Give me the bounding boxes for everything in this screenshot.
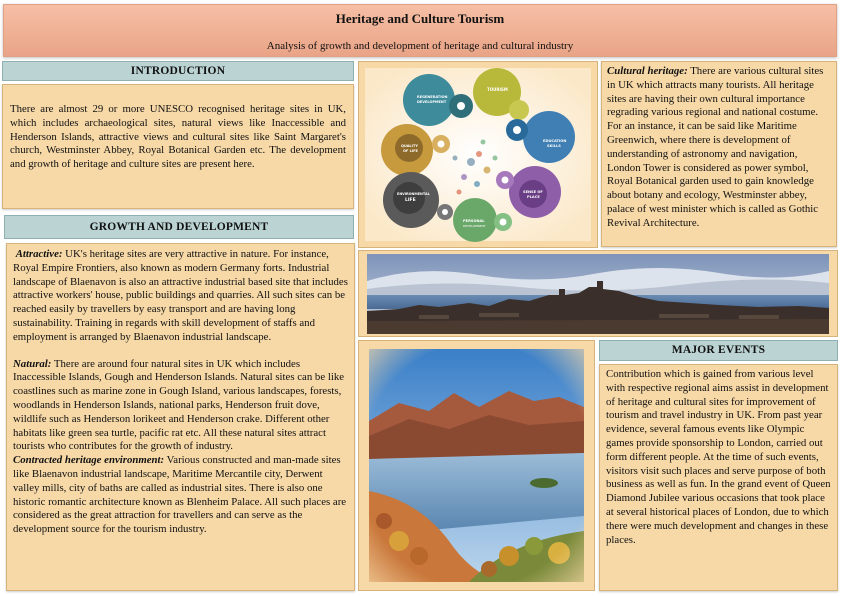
page-header xyxy=(3,4,837,57)
heritage-infographic xyxy=(359,62,597,247)
attractive-label: Attractive: xyxy=(15,248,63,260)
attractive-text: UK's heritage sites are very attractive in nature. For instance, Royal Empire Frontiers, also known as modern Germany forts. Industrial landscape of Blaenavon is also an attractive industrial based site that includes attractive workers' house, public buildings and quarries. All such sites can be reached easily by travellers by easy transport and are having long sustainability. Training in regards with skill development of staffs and employment is arranged by Blaenavon industrial landscape. xyxy=(13,248,348,343)
page-subtitle: Analysis of growth and development of heritage and cultural industry xyxy=(266,40,574,52)
svg-text:LIFE: LIFE xyxy=(405,198,416,203)
growth-box xyxy=(6,243,355,591)
svg-text:PERSONAL: PERSONAL xyxy=(463,219,485,223)
cultural-label: Cultural heritage: xyxy=(607,65,688,77)
castle-photo-frame xyxy=(358,250,838,337)
cultural-box xyxy=(601,61,837,247)
svg-text:SKILLS: SKILLS xyxy=(547,144,561,148)
natural-label: Natural: xyxy=(13,357,52,370)
natural-text: There are around four natural sites in UK which includes Inaccessible Islands, Gough and Henderson Islands. Natural sites can be like coastlines such as marine zone in Gough Island, various landscapes, forests, woodlands in Henderson Islands, national parks, Henderson fruit dove, wildlife such as Henderson lorikeet and Henderson crake. Different other habitats like green sea turtle, pacific rat etc. All these natural sites attract tourists who contributes for the growth of industry. xyxy=(13,357,345,453)
lake-photo-frame xyxy=(358,340,595,591)
contracted-text: Various constructed and man-made sites like Blaenavon industrial landscape, Maritime Mercantile city, Derwent valley mills, city of baths are called as industrial sites. There is also one historic romantic architecture known as Blenheim Palace. All such places are considered as the great attraction for travellers and can serve as the development source for the tourism industry. xyxy=(13,454,347,536)
education-bubble xyxy=(523,111,575,163)
svg-text:OF LIFE: OF LIFE xyxy=(403,149,418,153)
natural-paragraph xyxy=(13,358,348,455)
attractive-paragraph xyxy=(13,248,348,345)
svg-text:TOURISM: TOURISM xyxy=(487,87,508,92)
svg-text:DEVELOPMENT: DEVELOPMENT xyxy=(417,100,447,104)
svg-text:EDUCATION: EDUCATION xyxy=(543,139,567,143)
svg-text:QUALITY: QUALITY xyxy=(401,144,418,148)
castle-photo xyxy=(359,251,837,336)
svg-text:REGENERATION: REGENERATION xyxy=(417,95,448,99)
page-title: Heritage and Culture Tourism xyxy=(335,11,505,26)
introduction-text: There are almost 29 or more UNESCO recognised heritage sites in UK, which includes archaeological sites, natural views like Inaccessible and Henderson Islands, attractive views and cultural sites like Saint Margaret's church, Westminster Abbey, Royal Botanical Garden etc. The development and growth of heritage and culture sites are present here. xyxy=(10,103,346,171)
lake-landscape-photo xyxy=(359,341,594,590)
cultural-text: There are various cultural sites in UK which attracts many tourists. All heritage sites are having their own cultural importance regrading various regional and national costume. For an instance, it can be said like Maritime Greenwich, where there is development of understanding of astronomy and navigation, London Tower is considered as power symbol, Royal Botanical garden used to gain knowledge about botany and ecology, Westminster abbey, palace of west minister which is called as Gothic Revival Architecture. xyxy=(607,65,824,229)
svg-text:ENVIRONMENTAL: ENVIRONMENTAL xyxy=(397,192,430,196)
svg-text:SENSE OF: SENSE OF xyxy=(523,190,543,194)
introduction-box xyxy=(2,84,354,209)
svg-text:PLACE: PLACE xyxy=(527,195,540,199)
introduction-heading: INTRODUCTION xyxy=(2,61,354,81)
contracted-paragraph xyxy=(13,454,348,537)
events-box xyxy=(599,364,838,591)
events-text: Contribution which is gained from various level with respective regional aims assist in development of heritage and cultural sites for improvement of tourism and travel industry in UK. From past year evidence, several famous events like Olympic games provide sponsorship to London, carried out form different people. At the time of such events, visitors visit such places and serve purpose of both business as well as fun. In the grand event of Queen Diamond Jubilee various occasions that took place at several historical places of London, due to which there were much development and changes in these places. xyxy=(606,368,831,546)
events-heading: MAJOR EVENTS xyxy=(599,340,838,361)
svg-text:DEVELOPMENT: DEVELOPMENT xyxy=(463,224,486,228)
infographic-frame xyxy=(358,61,598,248)
growth-heading: GROWTH AND DEVELOPMENT xyxy=(4,215,354,239)
contracted-label: Contracted heritage environment: xyxy=(13,454,165,467)
